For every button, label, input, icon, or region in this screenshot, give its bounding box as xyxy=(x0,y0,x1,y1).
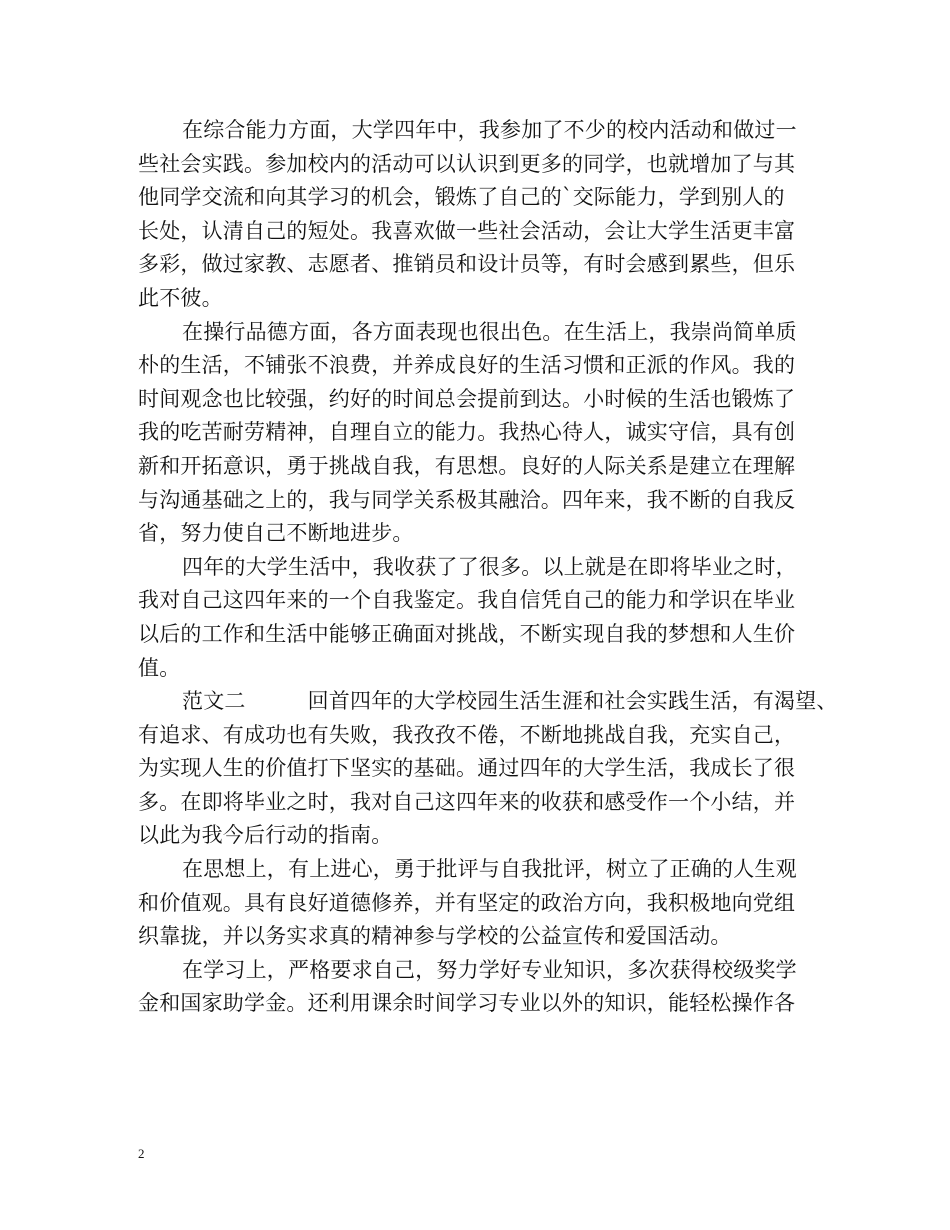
paragraph-study xyxy=(138,954,818,1021)
text-line xyxy=(138,685,838,719)
text-line: 新和开拓意识，勇于挑战自我，有思想。良好的人际关系是建立在理解 xyxy=(138,453,796,478)
text-line: 多彩，做过家教、志愿者、推销员和设计员等，有时会感到累些，但乐 xyxy=(138,252,796,277)
paragraph-comprehensive-ability xyxy=(138,114,818,316)
text-line: 织靠拢，并以务实求真的精神参与学校的公益宣传和爱国活动。 xyxy=(138,924,732,949)
text-line: 值。 xyxy=(138,655,181,680)
text-line: 四年的大学生活中，我收获了了很多。以上就是在即将毕业之时， xyxy=(182,554,797,579)
text-line: 与沟通基础之上的，我与同学关系极其融洽。四年来，我不断的自我反 xyxy=(138,487,796,512)
paragraph-ideology xyxy=(138,853,818,954)
text-line: 有追求、有成功也有失败，我孜孜不倦，不断地挑战自我，充实自己， xyxy=(138,722,796,747)
page-number: 2 xyxy=(138,1146,145,1161)
text-line: 朴的生活，不铺张不浪费，并养成良好的生活习惯和正派的作风。我的 xyxy=(138,353,796,378)
text-line: 多。在即将毕业之时，我对自己这四年来的收获和感受作一个小结，并 xyxy=(138,789,796,814)
text-line: 我的吃苦耐劳精神，自理自立的能力。我热心待人，诚实守信，具有创 xyxy=(138,420,796,445)
text-line: 我对自己这四年来的一个自我鉴定。我自信凭自己的能力和学识在毕业 xyxy=(138,588,796,613)
text-line: 在操行品德方面，各方面表现也很出色。在生活上，我崇尚简单质 xyxy=(182,319,797,344)
text-line: 在思想上，有上进心，勇于批评与自我批评，树立了正确的人生观 xyxy=(182,857,797,882)
text-line: 和价值观。具有良好道德修养，并有坚定的政治方向，我积极地向党组 xyxy=(138,890,796,915)
text-line: 此不彼。 xyxy=(138,285,223,310)
paragraph-self-assessment xyxy=(138,551,818,685)
text-line: 他同学交流和向其学习的机会，锻炼了自己的`交际能力，学到别人的 xyxy=(138,185,785,210)
paragraph-sample-two xyxy=(138,685,838,853)
text-line: 长处，认清自己的短处。我喜欢做一些社会活动，会让大学生活更丰富 xyxy=(138,218,796,243)
text-line-content: 回首四年的大学校园生活生涯和社会实践生活，有渴望、 xyxy=(307,689,838,714)
document-body xyxy=(138,114,838,1021)
text-line: 在学习上，严格要求自己，努力学好专业知识，多次获得校级奖学 xyxy=(182,957,797,982)
text-line: 金和国家助学金。还利用课余时间学习专业以外的知识，能轻松操作各 xyxy=(138,991,796,1016)
text-line: 以此为我今后行动的指南。 xyxy=(138,823,393,848)
text-line: 以后的工作和生活中能够正确面对挑战，不断实现自我的梦想和人生价 xyxy=(138,621,796,646)
text-line: 为实现人生的价值打下坚实的基础。通过四年的大学生活，我成长了很 xyxy=(138,756,796,781)
section-label: 范文二 xyxy=(182,689,246,714)
text-line: 些社会实践。参加校内的活动可以认识到更多的同学，也就增加了与其 xyxy=(138,151,796,176)
text-line: 省，努力使自己不断地进步。 xyxy=(138,521,414,546)
paragraph-moral-conduct xyxy=(138,316,818,551)
text-line: 在综合能力方面，大学四年中，我参加了不少的校内活动和做过一 xyxy=(182,118,797,142)
text-line: 时间观念也比较强，约好的时间总会提前到达。小时候的生活也锻炼了 xyxy=(138,386,796,411)
